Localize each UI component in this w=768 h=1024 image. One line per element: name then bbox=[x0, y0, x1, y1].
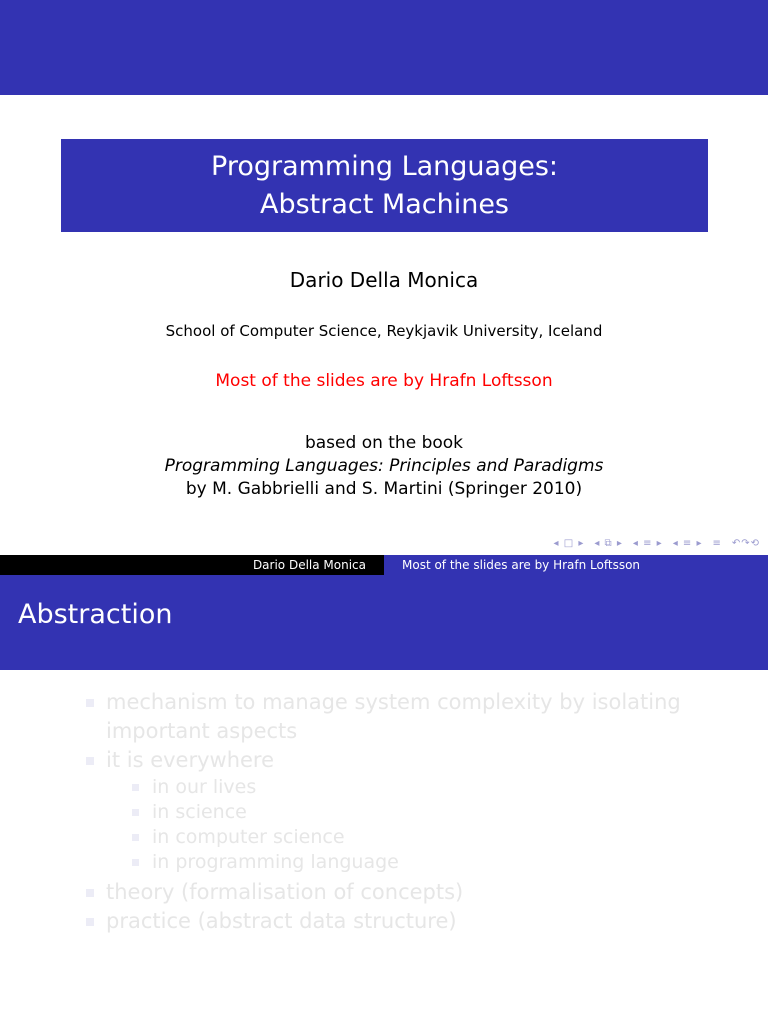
sub-bullet-text: in computer science bbox=[152, 826, 345, 848]
bullet-square-icon bbox=[132, 834, 139, 841]
abstraction-slide bbox=[0, 575, 768, 1024]
list-item bbox=[84, 688, 724, 746]
sub-list-item bbox=[84, 850, 724, 875]
book-reference bbox=[0, 432, 768, 501]
bullet-list bbox=[84, 688, 724, 936]
nav-frame-icon[interactable]: ◂ ⧉ ▸ bbox=[594, 537, 623, 549]
sub-bullet-text: in our lives bbox=[152, 776, 257, 798]
bullet-square-icon bbox=[86, 757, 94, 765]
footer-credit: Most of the slides are by Hrafn Loftsson bbox=[384, 555, 768, 575]
bullet-square-icon bbox=[132, 809, 139, 816]
book-intro: based on the book bbox=[304, 433, 464, 453]
bullet-text: it is everywhere bbox=[106, 748, 275, 772]
credit-note: Most of the slides are by Hrafn Loftsson bbox=[215, 371, 553, 391]
sub-bullet-text: in science bbox=[152, 801, 247, 823]
nav-subsection-icon[interactable]: ◂ ≡ ▸ bbox=[632, 537, 663, 549]
bullet-square-icon bbox=[86, 699, 94, 707]
bullet-square-icon bbox=[132, 859, 139, 866]
sub-bullet-text: in programming language bbox=[152, 851, 399, 873]
book-authors: by M. Gabbrielli and S. Martini (Springer 2010) bbox=[185, 479, 583, 499]
nav-section-icon[interactable]: ◂ ≡ ▸ bbox=[672, 537, 703, 549]
list-item bbox=[84, 878, 724, 907]
bullet-text: theory (formalisation of concepts) bbox=[106, 880, 464, 904]
title-line-2: Abstract Machines bbox=[259, 188, 509, 220]
frame-title-band bbox=[0, 575, 768, 670]
bullet-text: mechanism to manage system complexity by isolating important aspects bbox=[106, 690, 681, 743]
frame-title: Abstraction bbox=[18, 599, 173, 630]
list-item bbox=[84, 907, 724, 936]
bullet-text: practice (abstract data structure) bbox=[106, 909, 457, 933]
bullet-square-icon bbox=[132, 784, 139, 791]
sub-list-item bbox=[84, 775, 724, 800]
sub-list-item bbox=[84, 800, 724, 825]
bullet-square-icon bbox=[86, 889, 94, 897]
book-title: Programming Languages: Principles and Paradigms bbox=[164, 456, 604, 476]
footer-author: Dario Della Monica bbox=[0, 555, 384, 575]
title-line-1: Programming Languages: bbox=[211, 150, 558, 182]
header-band bbox=[0, 0, 768, 95]
nav-search-icon[interactable]: ↶↷⟲ bbox=[731, 537, 760, 549]
nav-slide-icon[interactable]: ◂ □ ▸ bbox=[553, 537, 585, 549]
navigation-controls bbox=[554, 536, 761, 550]
list-item bbox=[84, 746, 724, 775]
author: Dario Della Monica bbox=[289, 268, 479, 292]
footline bbox=[0, 555, 768, 575]
institution: School of Computer Science, Reykjavik University, Iceland bbox=[165, 322, 603, 340]
title-box bbox=[61, 139, 708, 232]
nav-align-icon[interactable]: ≡ bbox=[712, 537, 722, 549]
sub-list-item bbox=[84, 825, 724, 850]
bullet-square-icon bbox=[86, 918, 94, 926]
